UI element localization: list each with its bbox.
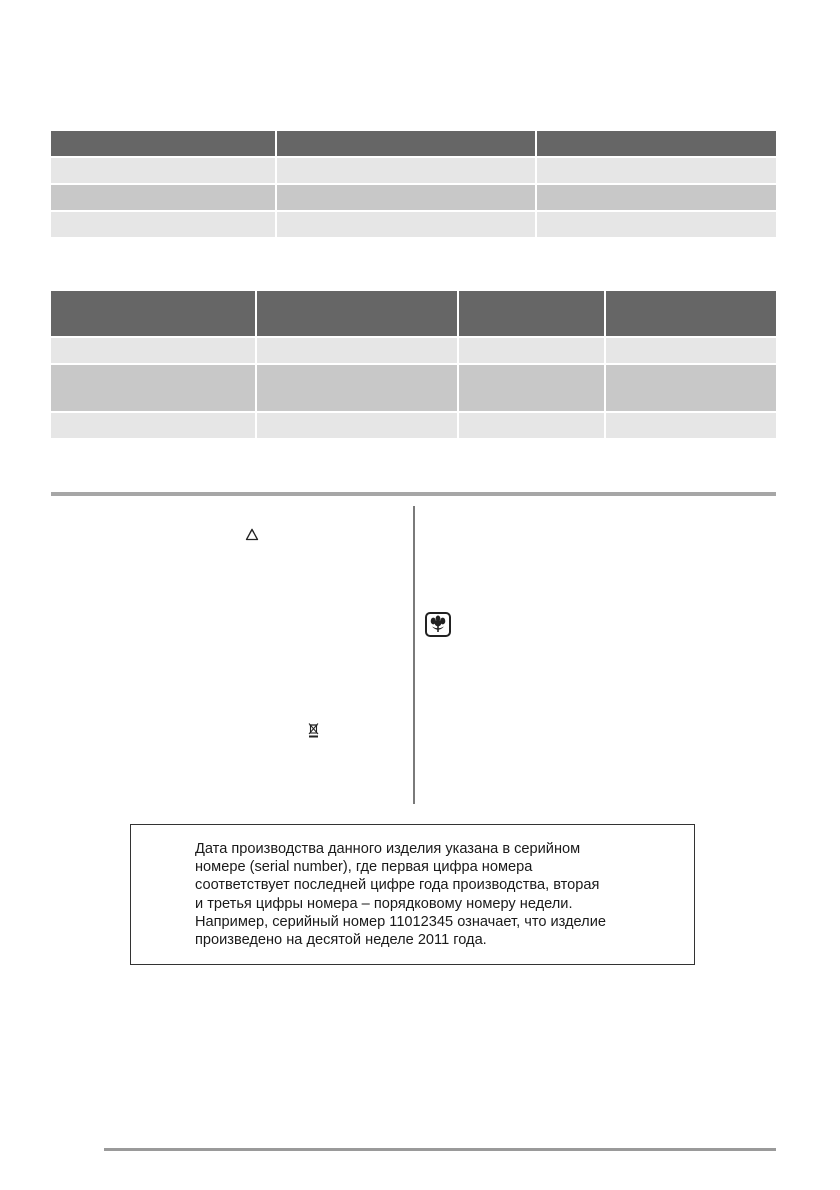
spec-table-1 [51, 131, 776, 239]
notice-line: Например, серийный номер 11012345 означает, что изделие [195, 913, 606, 930]
table-row [51, 184, 776, 211]
section-divider [51, 492, 776, 496]
notice-text [195, 840, 675, 949]
notice-line: соответствует последней цифре года производства, вторая [195, 877, 600, 894]
footer-divider [104, 1148, 776, 1151]
notice-line: и третья цифры номера – порядковому номеру недели. [195, 895, 573, 912]
spec-table-2 [51, 291, 776, 440]
flower-icon [425, 612, 451, 637]
notice-line: произведено на десятой неделе 2011 года. [195, 932, 487, 949]
recycle-icon [245, 528, 259, 542]
crossed-bin-icon [308, 722, 319, 738]
table-row [51, 211, 776, 238]
table-row [51, 157, 776, 184]
notice-line: номере (serial number), где первая цифра номера [195, 859, 533, 876]
table-row [51, 412, 776, 439]
column-separator [413, 506, 415, 804]
table-row [51, 337, 776, 364]
table-row [51, 364, 776, 412]
notice-line: Дата производства данного изделия указана в серийном [195, 841, 581, 857]
table-header-row [51, 291, 776, 337]
production-date-notice [130, 824, 695, 965]
table-header-row [51, 131, 776, 157]
